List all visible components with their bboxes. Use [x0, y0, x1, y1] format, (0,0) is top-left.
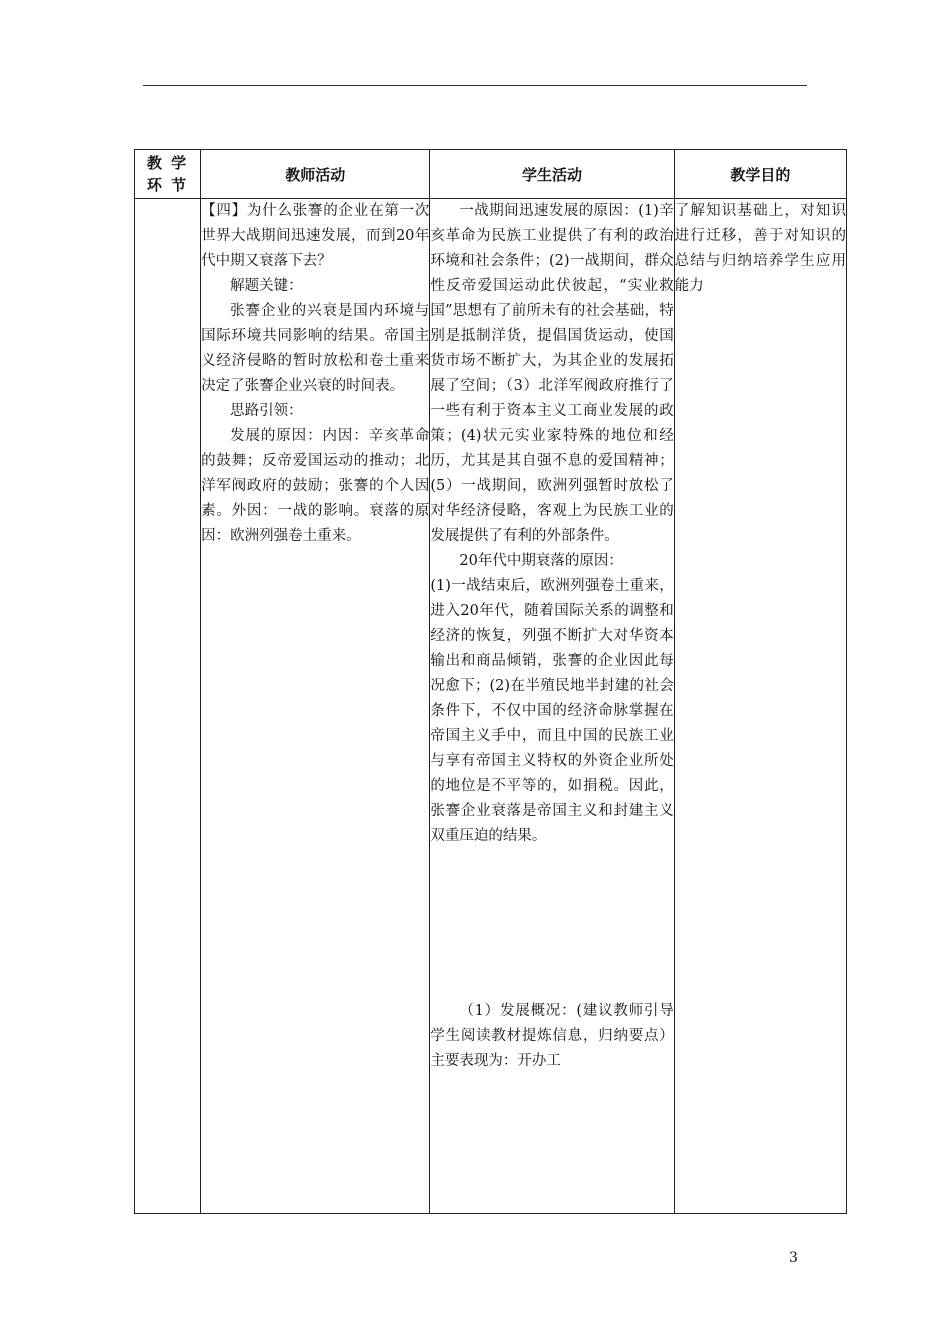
header-teacher-activity: 教师活动: [201, 150, 430, 199]
table-row: [135, 199, 847, 1214]
lesson-plan-table: [134, 149, 847, 1214]
student-activity-cell: [430, 199, 674, 1214]
teaching-goal-cell: [674, 199, 846, 1214]
page-number: 3: [789, 1250, 798, 1266]
header-stage-line1: 教 学: [146, 154, 189, 172]
header-teaching-stage: [135, 150, 201, 199]
teacher-guide-text: 发展的原因：内因：辛亥革命的鼓舞；反帝爱国运动的推动；北洋军阀政府的鼓励；张謇的个人因素。外因：一战的影响。衰落的原因：欧洲列强卷土重来。: [201, 428, 430, 544]
header-stage-line2: 环 节: [146, 176, 189, 194]
teacher-key-label: 解题关键：: [230, 278, 303, 294]
teacher-key-text: 张謇企业的兴衰是国内环境与国际环境共同影响的结果。帝国主义经济侵略的暂时放松和卷土重来决定了张謇企业兴衰的时间表。: [201, 303, 430, 394]
teacher-guide-label: 思路引领：: [230, 403, 303, 419]
student-rise-reasons: 一战期间迅速发展的原因：(1)辛亥革命为民族工业提供了有利的政治环境和社会条件；(2)一战期间，群众性反帝爱国运动此伏彼起，“实业救国”思想有了前所未有的社会基础，特别是抵制洋货，提倡国货运动，使国货市场不断扩大，为其企业的发展拓展了空间；（3）北洋军阀政府推行了一些有利于资本主义工商业发展的政策；(4)状元实业家特殊的地位和经历，尤其是其自强不息的爱国精神；(5）一战期间，欧洲列强暂时放松了对华经济侵略，客观上为民族工业的发展提供了有利的外部条件。: [430, 203, 674, 544]
teaching-goal-text: 了解知识基础上，对知识进行迁移，善于对知识的总结与归纳培养学生应用能力: [674, 203, 846, 294]
header-student-activity: 学生活动: [430, 150, 674, 199]
table-header-row: [135, 150, 847, 199]
teacher-activity-cell: [201, 199, 430, 1214]
student-overview: （1）发展概况：(建议教师引导学生阅读教材提炼信息，归纳要点）主要表现为：开办工: [430, 1003, 674, 1069]
student-decline-label: 20年代中期衰落的原因：: [459, 553, 623, 569]
blank-space: [430, 849, 673, 999]
teacher-question: 【四】为什么张謇的企业在第一次世界大战期间迅速发展，而到20年代中期又衰落下去？: [201, 203, 430, 269]
header-teaching-goal: 教学目的: [674, 150, 846, 199]
header-rule: [143, 85, 807, 86]
stage-cell: [135, 199, 201, 1214]
student-decline-reasons: (1)一战结束后，欧洲列强卷土重来，进入20年代，随着国际关系的调整和经济的恢复，列强不断扩大对华资本输出和商品倾销，张謇的企业因此每况愈下；(2)在半殖民地半封建的社会条件下，不仅中国的经济命脉掌握在帝国主义手中，而且中国的民族工业与享有帝国主义特权的外资企业所处的地位是不平等的，如捐税。因此，张謇企业衰落是帝国主义和封建主义双重压迫的结果。: [430, 578, 674, 844]
